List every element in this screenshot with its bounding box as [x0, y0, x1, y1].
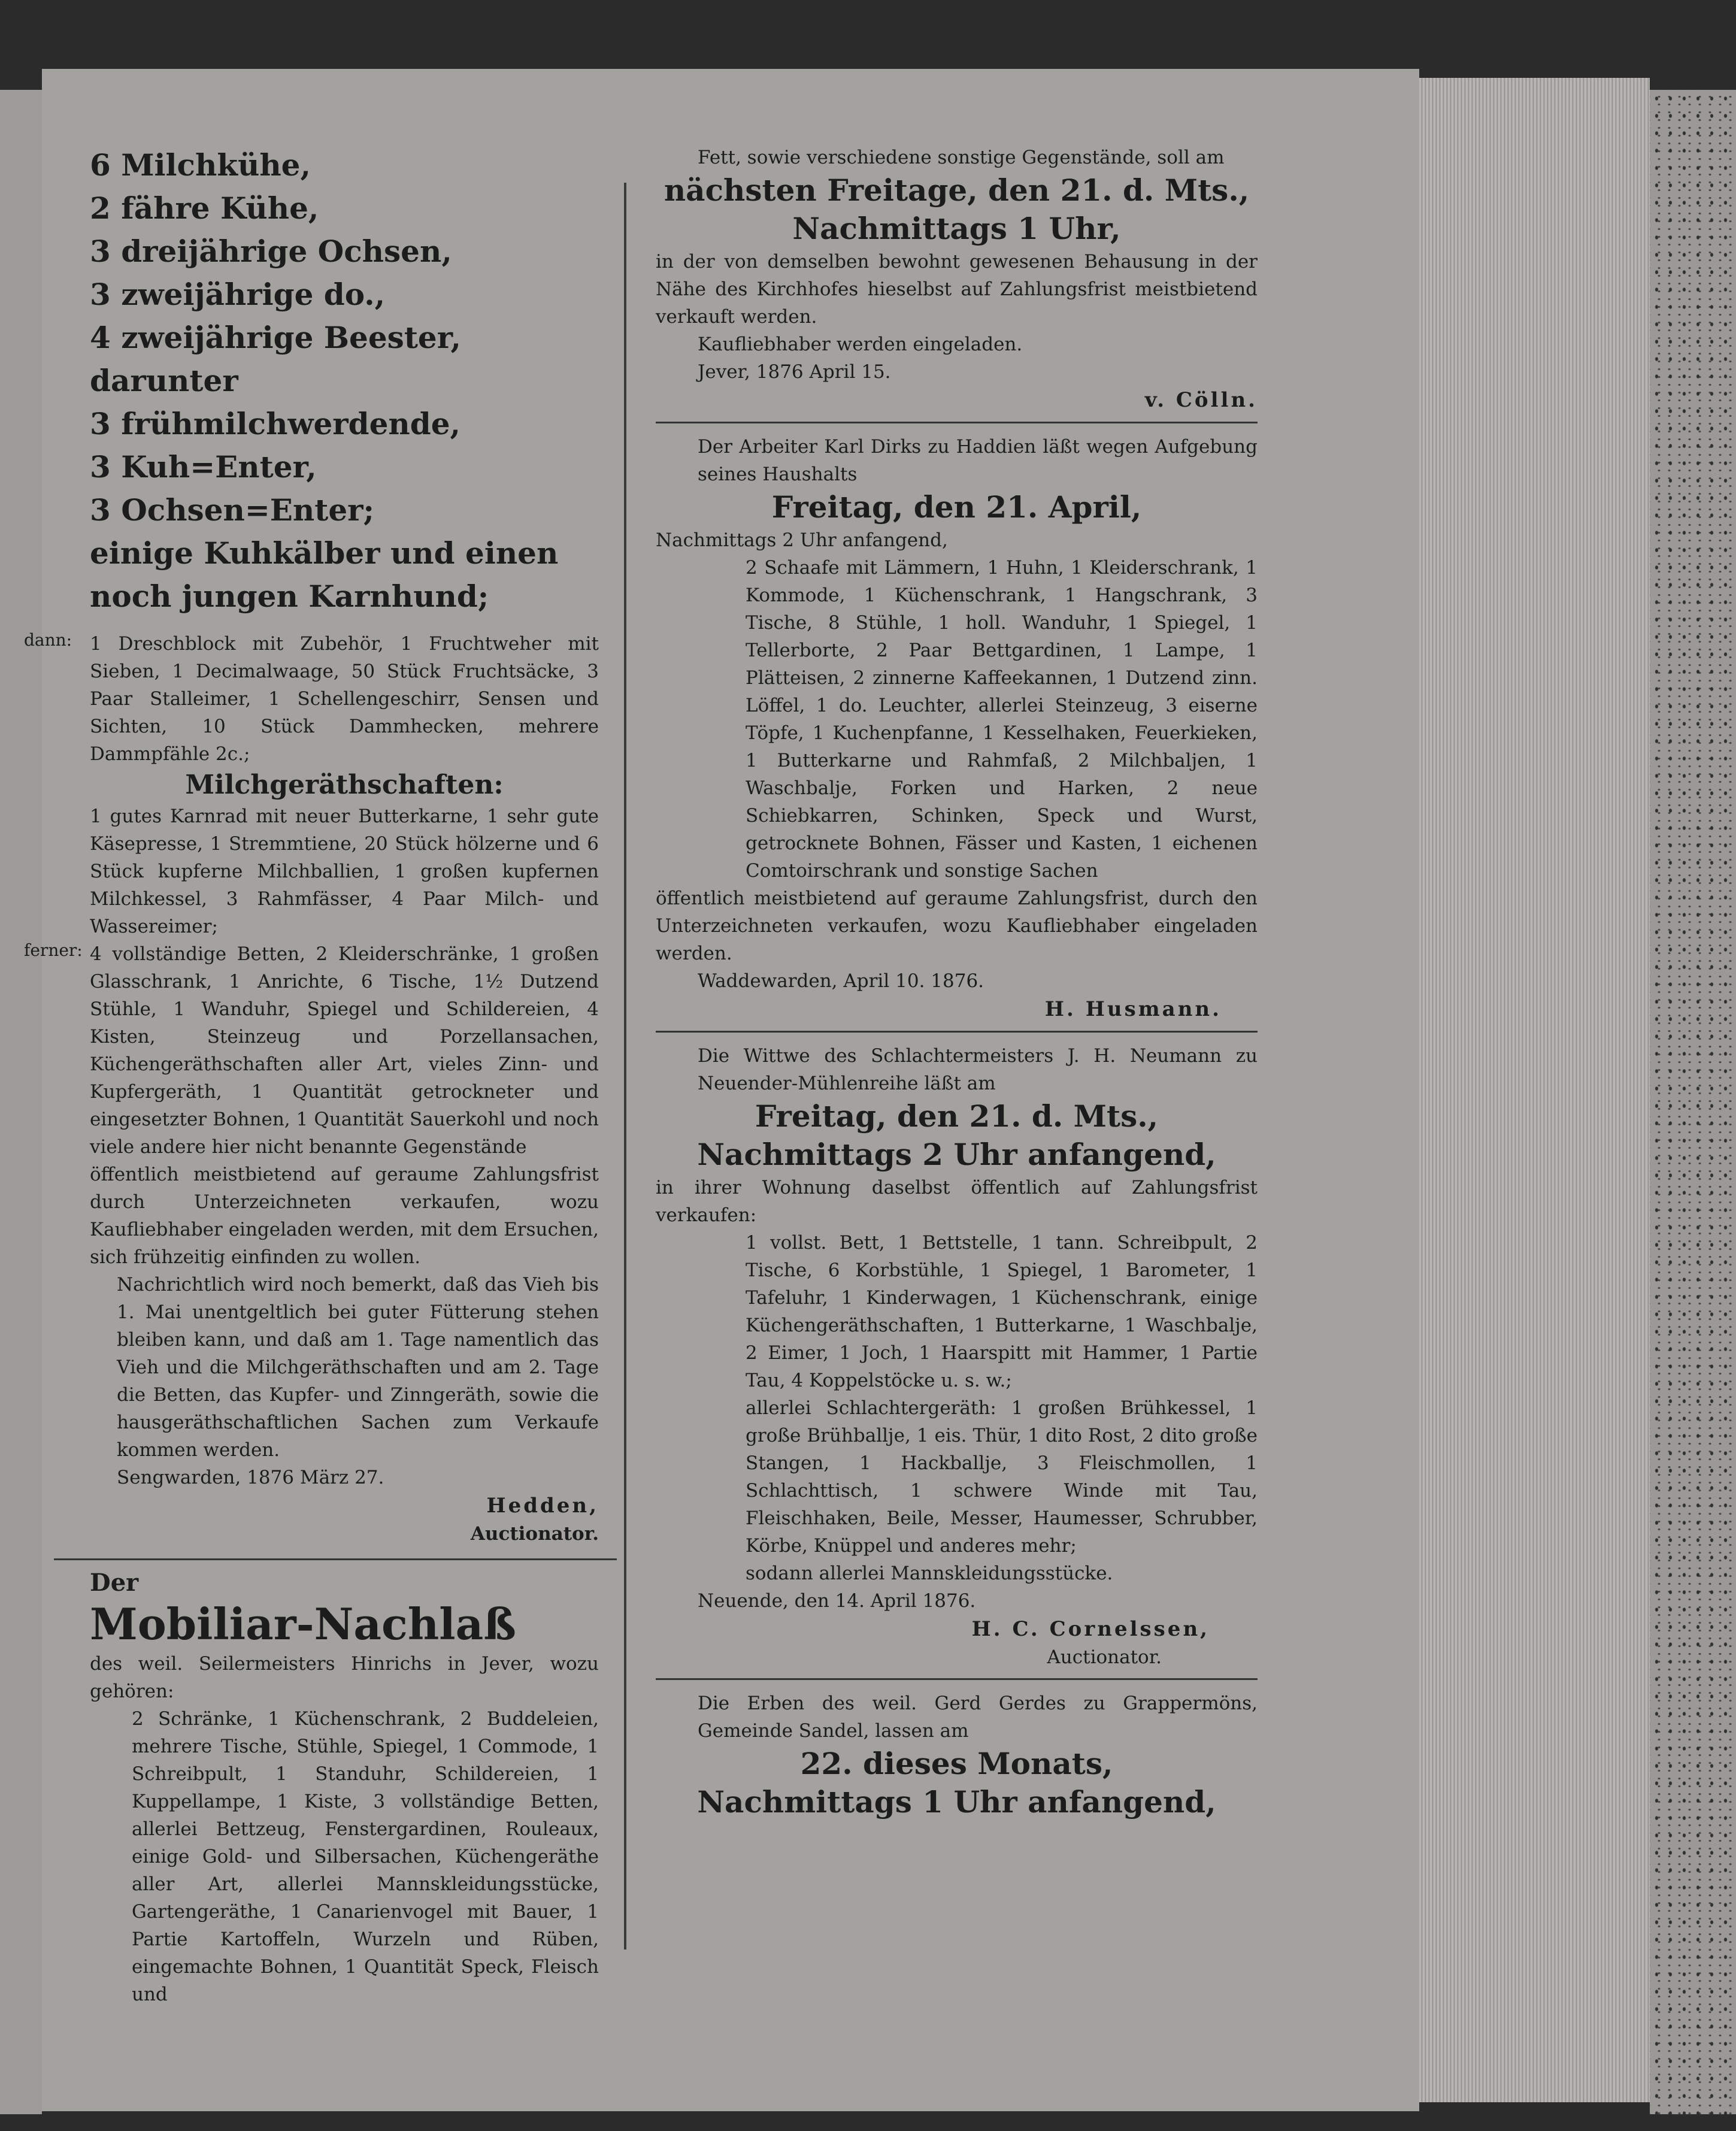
dann-text: 1 Dreschblock mit Zubehör, 1 Fruchtweher mit Sieben, 1 Decimalwaage, 50 Stück Fruchtsäcke, 3 Paar Stalleimer, 1 Schellengeschirr, Sensen und Sichten, 10 Stück Dammhecken, mehrere Dammpfähle 2c.;: [90, 633, 599, 765]
ad-invite: Kaufliebhaber werden eingeladen.: [698, 334, 1023, 355]
book-cover-edge: [1650, 90, 1736, 2114]
ad-place-date: Waddewarden, April 10. 1876.: [698, 970, 984, 992]
ad-body: in ihrer Wohnung daselbst öffentlich auf Zahlungsfrist verkaufen:: [656, 1177, 1258, 1226]
ad-gerdes: [656, 1690, 1258, 1821]
ad-time-line: Nachmittags 1 Uhr anfangend,: [697, 1784, 1216, 1820]
ad-place-date: Jever, 1876 April 15.: [698, 361, 891, 383]
closing-text: öffentlich meistbietend auf geraume Zahlungsfrist durch Unterzeichneten verkaufen, wozu Kaufliebhaber eingeladen werden, mit dem Ersuchen, sich frühzeitig einfinden zu wollen.: [90, 1164, 599, 1268]
nachlass-der: Der: [90, 1569, 139, 1597]
ad-time-line: Nachmittags 2 Uhr anfangend,: [656, 529, 948, 551]
ad-closing: öffentlich meistbietend auf geraume Zahlungsfrist, durch den Unterzeichneten verkaufen, wozu Kaufliebhaber eingeladen werden.: [656, 888, 1258, 964]
livestock-line: noch jungen Karnhund;: [90, 579, 489, 614]
ad-intro: Die Erben des weil. Gerd Gerdes zu Grappermöns, Gemeinde Sandel, lassen am: [698, 1693, 1258, 1742]
ad-signature: H. Husmann.: [1044, 997, 1222, 1021]
livestock-list: [90, 144, 599, 618]
divider: [656, 1678, 1258, 1680]
ad-dirks: [656, 433, 1258, 1024]
signature-title: Auctionator.: [470, 1523, 599, 1545]
note-text: Nachrichtlich wird noch bemerkt, daß das Vieh bis 1. Mai unentgeltlich bei guter Fütterung stehen bleiben kann, und daß am 1. Tage namentlich das Vieh und die Milchgeräthschaften und am 2. Tage die Betten, das Kupfer- und Zinngeräth, sowie die hausgeräthschaftlichen Sachen zum Verkaufe kommen werden.: [117, 1274, 599, 1461]
column-divider: [624, 183, 626, 1950]
right-column: [656, 144, 1258, 1821]
ad-signature: H. C. Cornelssen,: [971, 1617, 1210, 1641]
ferner-section: [24, 940, 599, 1161]
livestock-line: 3 Ochsen=Enter;: [90, 492, 374, 528]
book-page-edges: [1419, 78, 1650, 2102]
livestock-line: 3 frühmilchwerdende,: [90, 406, 460, 441]
livestock-line: 2 fähre Kühe,: [90, 190, 319, 226]
dann-section: [24, 630, 599, 768]
ad-place-date: Neuende, den 14. April 1876.: [698, 1590, 976, 1612]
divider: [656, 422, 1258, 423]
ad-items-3: sodann allerlei Mannskleidungsstücke.: [746, 1563, 1113, 1584]
ad-intro: Fett, sowie verschiedene sonstige Gegenstände, soll am: [698, 147, 1225, 168]
ad-neumann: [656, 1042, 1258, 1671]
ferner-label: ferner:: [24, 940, 83, 960]
ad-items: 1 vollst. Bett, 1 Bettstelle, 1 tann. Schreibpult, 2 Tische, 6 Korbstühle, 1 Spiegel, 1 Barometer, 1 Tafeluhr, 1 Kinderwagen, 1 Küchenschrank, einige Küchengeräthschaften, 1 Butterkarne, 1 Waschbalje, 2 Eimer, 1 Joch, 1 Haarspitt mit Hammer, 1 Partie Tau, 4 Koppelstöcke u. s. w.;: [746, 1232, 1258, 1391]
previous-page-edge: [0, 90, 42, 2114]
dann-label: dann:: [24, 630, 72, 650]
ad-signature: v. Cölln.: [1144, 388, 1258, 412]
nachlass-intro: des weil. Seilermeisters Hinrichs in Jever, wozu gehören:: [90, 1653, 599, 1702]
signature-name: Hedden,: [486, 1494, 599, 1518]
nachlass-text: 2 Schränke, 1 Küchenschrank, 2 Buddeleien, mehrere Tische, Stühle, Spiegel, 1 Commode, 1 Schreibpult, 1 Standuhr, Schildereien, 1 Kuppellampe, 1 Kiste, 3 vollständige Betten, allerlei Bettzeug, Fenstergardinen, Rouleaux, einige Gold- und Silbersachen, Küchengeräthe aller Art, allerlei Mannskleidungsstücke, Gartengeräthe, 1 Canarienvogel mit Bauer, 1 Partie Kartoffeln, Wurzeln und Rüben, eingemachte Bohnen, 1 Quantität Speck, Fleisch und: [132, 1708, 599, 2005]
livestock-line: 3 dreijährige Ochsen,: [90, 234, 452, 269]
livestock-line: 3 zweijährige do.,: [90, 277, 386, 312]
milch-heading: Milchgeräthschaften:: [185, 770, 504, 800]
livestock-line: einige Kuhkälber und einen: [90, 535, 559, 571]
ad-time-line: Nachmittags 1 Uhr,: [792, 211, 1121, 246]
divider: [54, 1558, 617, 1560]
ad-time-line: Nachmittags 2 Uhr anfangend,: [697, 1137, 1216, 1172]
livestock-line: 6 Milchkühe,: [90, 147, 311, 183]
ad-date-line: 22. dieses Monats,: [800, 1746, 1113, 1781]
ad-date-line: nächsten Freitage, den 21. d. Mts.,: [664, 172, 1250, 208]
milch-text: 1 gutes Karnrad mit neuer Butterkarne, 1 sehr gute Käsepresse, 1 Stremmtiene, 20 Stück hölzerne und 6 Stück kupferne Milchballien, 1 großen kupfernen Milchkessel, 3 Rahmfässer, 4 Paar Milch- und Wassereimer;: [90, 806, 599, 937]
ad-intro: Der Arbeiter Karl Dirks zu Haddien läßt wegen Aufgebung seines Haushalts: [698, 436, 1258, 485]
livestock-line: 4 zweijährige Beester, darunter: [90, 320, 461, 398]
ferner-text: 4 vollständige Betten, 2 Kleiderschränke, 1 großen Glasschrank, 1 Anrichte, 6 Tische, 1½ Dutzend Stühle, 1 Wanduhr, Spiegel und Schildereien, 4 Kisten, Steinzeug und Porzellansachen, Küchengeräthschaften aller Art, vieles Zinn- und Kupfergeräth, 1 Quantität getrockneter und eingesetzter Bohnen, 1 Quantität Sauerkohl und noch viele andere hier nicht benannte Gegenstände: [90, 943, 599, 1158]
ad-items-2: allerlei Schlachtergeräth: 1 großen Brühkessel, 1 große Brühballje, 1 eis. Thür, 1 dito Rost, 2 dito große Stangen, 1 Hackballje, 3 Fleischmollen, 1 Schlachttisch, 1 schwere Winde mit Tau, Fleischhaken, Beile, Messer, Haumesser, Schrubber, Körbe, Knüppel und anderes mehr;: [746, 1397, 1258, 1557]
livestock-line: 3 Kuh=Enter,: [90, 449, 317, 485]
ad-signature-title: Auctionator.: [1047, 1646, 1162, 1668]
ad-date-line: Freitag, den 21. April,: [771, 489, 1142, 525]
ad-items: 2 Schaafe mit Lämmern, 1 Huhn, 1 Kleiderschrank, 1 Kommode, 1 Küchenschrank, 1 Hangschrank, 3 Tische, 8 Stühle, 1 holl. Wanduhr, 1 Spiegel, 1 Tellerborte, 2 Paar Bettgardinen, 1 Lampe, 1 Plätteisen, 2 zinnerne Kaffeekannen, 1 Dutzend zinn. Löffel, 1 do. Leuchter, allerlei Steinzeug, 3 eiserne Töpfe, 1 Kuchenpfanne, 1 Kesselhaken, Feuerkieken, 1 Butterkarne und Rahmfaß, 2 Milchbaljen, 1 Waschbalje, Forken und Harken, 2 neue Schiebkarren, Schinken, Speck und Wurst, getrocknete Bohnen, Fässer und Kasten, 1 eichenen Comtoirschrank und sonstige Sachen: [746, 557, 1258, 882]
place-date: Sengwarden, 1876 März 27.: [117, 1467, 384, 1488]
ad-date-line: Freitag, den 21. d. Mts.,: [755, 1098, 1159, 1134]
ad-voncolln: [656, 144, 1258, 414]
left-column: [24, 144, 599, 2008]
ad-intro: Die Wittwe des Schlachtermeisters J. H. Neumann zu Neuender-Mühlenreihe läßt am: [698, 1045, 1258, 1094]
nachlass-heading: Mobiliar-Nachlaß: [90, 1599, 516, 1649]
divider: [656, 1031, 1258, 1033]
ad-body: in der von demselben bewohnt gewesenen Behausung in der Nähe des Kirchhofes hieselbst auf Zahlungsfrist meistbietend verkauft werden.: [656, 251, 1258, 328]
